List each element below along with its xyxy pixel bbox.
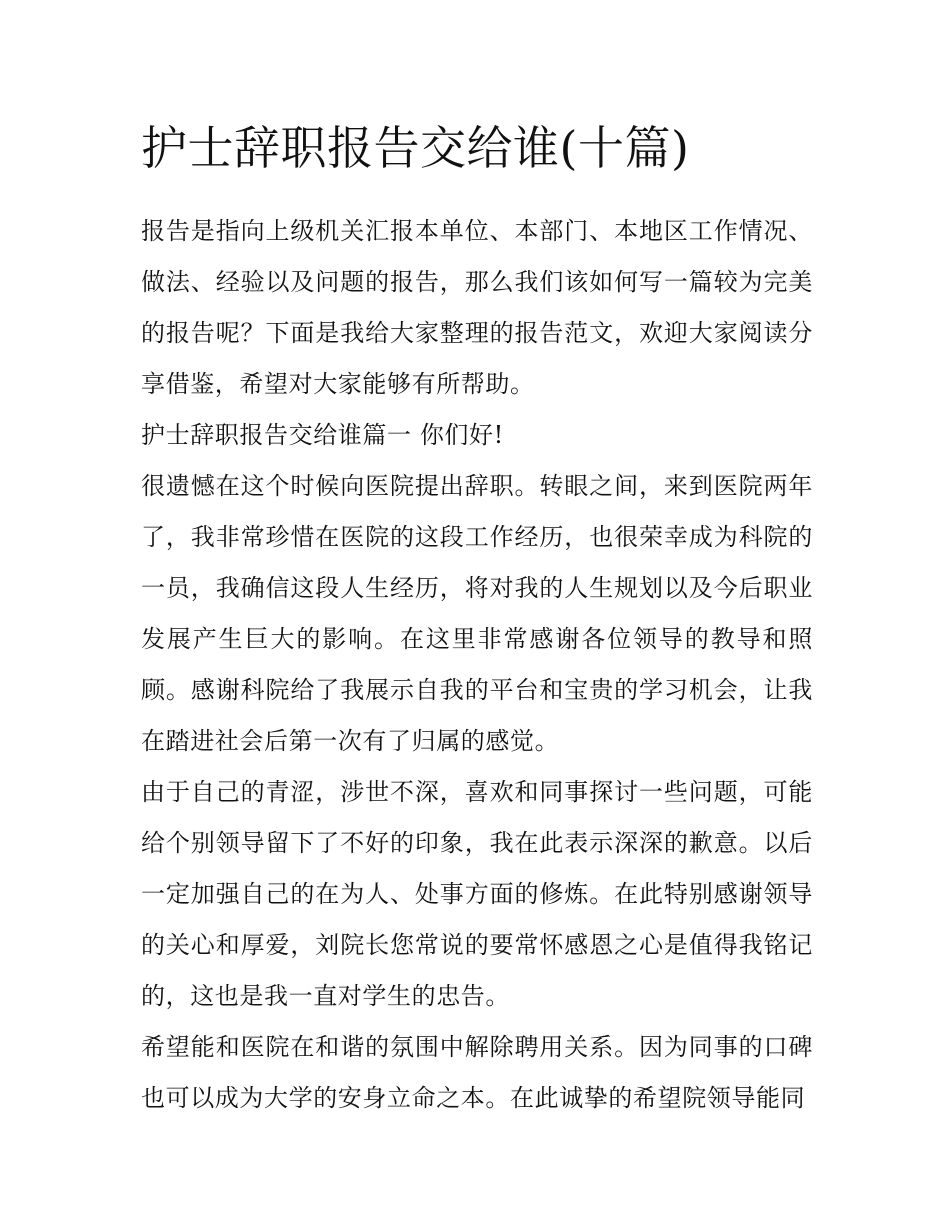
paragraph-body-2: 由于自己的青涩，涉世不深，喜欢和同事探讨一些问题，可能给个别领导留下了不好的印象，我在此表示深深的歉意。以后一定加强自己的在为人、处事方面的修炼。在此特别感谢领导的关心和厚爱，刘院长您常说的要常怀感恩之心是值得我铭记的，这也是我一直对学生的忠告。: [141, 778, 813, 1010]
paragraph-intro: 报告是指向上级机关汇报本单位、本部门、本地区工作情况、做法、经验以及问题的报告，那么我们该如何写一篇较为完美的报告呢？下面是我给大家整理的报告范文，欢迎大家阅读分享借鉴，希望对大家能够有所帮助。: [141, 217, 813, 398]
paragraph-body-3: 希望能和医院在和谐的氛围中解除聘用关系。因为同事的口碑也可以成为大学的安身立命之本。在此诚挚的希望院领导能同: [141, 1033, 813, 1112]
document-title: 护士辞职报告交给谁(十篇): [141, 121, 690, 175]
paragraph-body-1: 很遗憾在这个时候向医院提出辞职。转眼之间，来到医院两年了，我非常珍惜在医院的这段工作经历，也很荣幸成为科院的一员，我确信这段人生经历，将对我的人生规划以及今后职业发展产生巨大的影响。在这里非常感谢各位领导的教导和照顾。感谢科院给了我展示自我的平台和宝贵的学习机会，让我在踏进社会后第一次有了归属的感觉。: [141, 472, 813, 755]
paragraph-heading-greeting: 护士辞职报告交给谁篇一 你们好!: [141, 421, 504, 449]
document-body: [141, 114, 813, 1124]
